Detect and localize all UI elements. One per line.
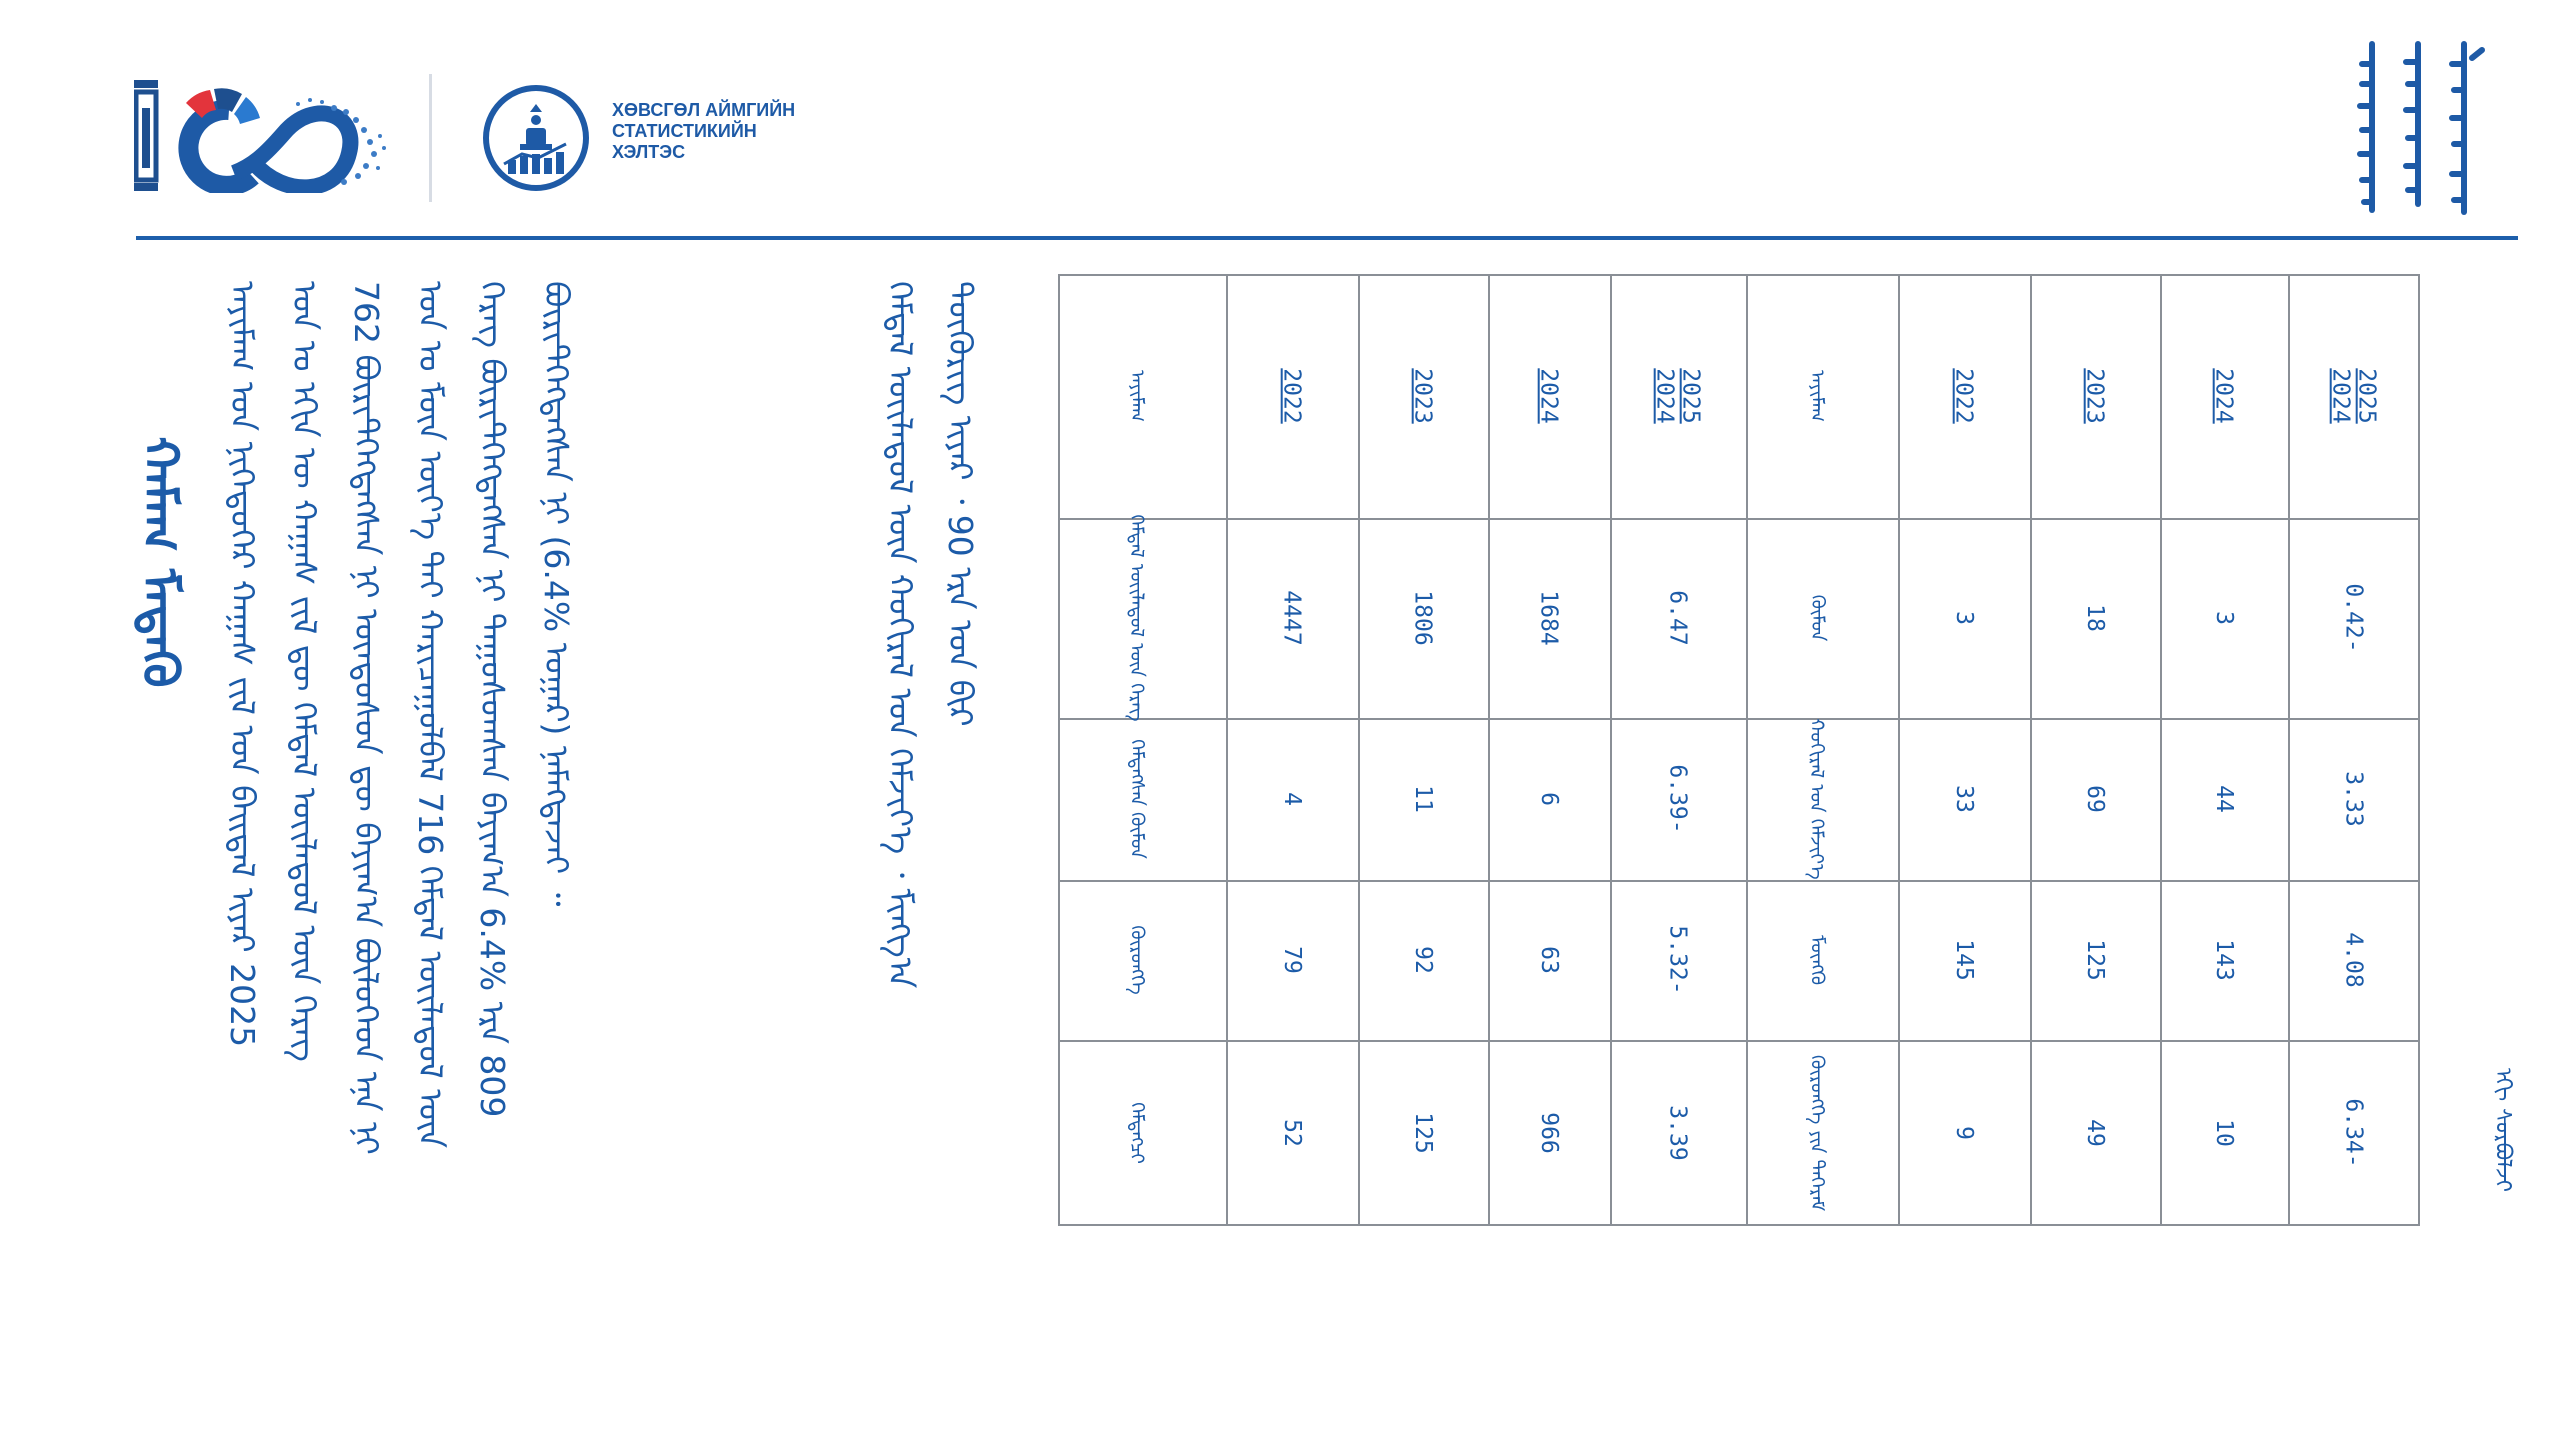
table-value: 5.32- [1665,925,1691,995]
table-value: 3.33 [2340,771,2367,827]
table-value: 9 [1950,1126,1977,1140]
table-cell [1746,518,1898,718]
table-cell [2160,518,2288,718]
body-line-5: ᠬᠡᠷᠡᠭ ᠪᠦᠷᠢᠲᠬᠡᠭᠳᠡᠭᠰᠡᠨ ᠨᠢ ᠳᠠᠭᠤᠰᠤᠭᠰᠠᠨ ᠪᠠᠶᠢᠭ᠎ᠠ 6.4% ᠡᠷᠡ 809 [473,281,512,1118]
table-cell [1610,1040,1746,1226]
table-value: 2023 [2081,368,2108,424]
table-value: 2023 [1409,368,1436,424]
table-cell [1058,514,1226,722]
table-value: 63 [1535,946,1562,974]
table-value [1652,368,1704,423]
table-value: 6.39- [1665,764,1691,834]
table-cell [1610,718,1746,880]
table-cell [1358,718,1488,880]
table-cell [1058,880,1226,1040]
page-title: ᠬᠠᠮᠠᠭ ᠮᠡᠳᠡᠬᠦ [131,436,189,688]
table-cell [1226,718,1358,880]
table-cell [1358,1040,1488,1226]
table-header-cell [1746,274,1898,518]
table-value: 1806 [1409,590,1436,646]
table-cell [2288,880,2420,1040]
table-label: ᠬᠣᠬᠢᠷᠠᠯ ᠤᠨ ᠬᠡᠮᠵᠢᠶ᠎ᠡ [1806,718,1828,880]
table-value: 145 [1950,939,1977,981]
table-value: 11 [1409,785,1436,813]
table-cell [1746,880,1898,1040]
header-divider [429,74,432,202]
table-cell [1488,718,1610,880]
org-name-line-3: ХЭЛТЭС [612,142,686,162]
table-cell [1746,1040,1898,1226]
table-cell [1358,518,1488,718]
body-line-6: ᠪᠦᠷᠢᠲᠬᠡᠭᠳᠡᠭᠰᠡᠨ ᠨᠢ (6.4% ᠤᠭᠠᠷ) ᠨᠡᠮᠡᠭᠳᠡᠵᠡᠢ ᠃ [537,281,576,907]
table-cell [1358,880,1488,1040]
table-label: ᠭᠡᠮᠳᠡᠭᠰᠡᠨ ᠬᠦᠮᠦᠨ [1126,739,1148,859]
note-line-2: ᠲᠥᠭᠦᠷᠢᠭ ᠢᠶᠠᠷ ᠂ 90 ᠡᠷᠡ ᠤᠨ ᠪᠢᠷ [941,281,980,727]
table-cell [2288,1040,2420,1226]
table-label: ᠬᠦᠮᠦᠨ [1805,594,1828,642]
table-cell [2288,518,2420,718]
table-value: 18 [2081,604,2108,632]
table-header-cell [1898,274,2030,518]
table-header-cell [1358,274,1488,518]
table-value: 6 [1535,792,1562,806]
table-value: 966 [1535,1112,1562,1154]
table-value: 3 [2210,611,2237,625]
table-header-cell [2160,274,2288,518]
body-line-2: ᠣᠨ ᠤ ᠡᠬᠢᠨ ᠦ ᠬᠠᠭᠠᠰ ᠵᠢᠯ ᠳᠦ ᠭᠡᠮᠳᠡᠯ ᠦᠢᠯᠡᠳᠦᠯ ᠦᠨ ᠬᠡᠷᠡᠭ [285,281,324,1062]
100-anniversary-logo [134,78,392,193]
table-cell [1610,880,1746,1040]
table-label: ᠬᠥᠷᠥᠩᠭᠡ [1126,925,1148,995]
body-line-4: ᠣᠨ ᠤ ᠮᠥᠨ ᠦᠶ᠎ᠡ ᠲᠡᠢ ᠬᠠᠷᠢᠴᠠᠭᠤᠯᠪᠠᠯ 716 ᠭᠡᠮᠳᠡᠯ ᠦᠢᠯᠡᠳᠦᠯ ᠦᠨ [411,281,450,1149]
table-value: 79 [1278,946,1305,974]
table-cell [2160,1040,2288,1226]
table-header-cell [1058,274,1226,518]
table-cell [1488,880,1610,1040]
table-cell [1898,718,2030,880]
mongolian-script-org-logo [2352,34,2492,220]
table-header-year: 2024 [2327,368,2354,424]
table-value: 2024 [2210,368,2237,424]
table-value: 44 [2210,785,2237,813]
statistics-emblem-icon [482,84,590,192]
table-cell [2030,718,2160,880]
table-value: 125 [2081,939,2108,981]
table-source: ᠡᠬᠢ ᠰᠤᠷᠪᠤᠯᠵᠢ [2490,1068,2515,1193]
org-name [612,100,872,163]
table-cell [2288,718,2420,880]
table-value: 3.39 [1664,1105,1691,1161]
table-value: 2024 [1535,368,1562,424]
table-label: ᠭᠡᠮᠳᠡᠭᠴᠢ [1126,1102,1148,1164]
crime-statistics-table [1058,274,2420,1226]
table-header-cell [2030,274,2160,518]
table-cell [1488,1040,1610,1226]
table-cell [2030,880,2160,1040]
header-rule [136,236,2518,240]
table-value: 0.42- [2341,583,2367,653]
table-value: 2022 [1278,368,1305,424]
note-line-1: ᠭᠡᠮᠳᠡᠯ ᠦᠢᠯᠡᠳᠦᠯ ᠦᠨ ᠬᠣᠬᠢᠷᠠᠯ ᠤᠨ ᠬᠡᠮᠵᠢᠶ᠎ᠡ ᠂ ᠮᠢᠩᠭ᠎ᠠ [881,281,920,989]
table-value [2328,368,2380,423]
table-cell [1226,1040,1358,1226]
table-value: 4.08 [2340,932,2367,988]
table-cell [1488,518,1610,718]
body-line-3: 762 ᠪᠦᠷᠢᠲᠬᠡᠭᠳᠡᠭᠰᠡᠨ ᠨᠢ ᠦᠨᠳᠦᠰᠦᠨ ᠳᠦ ᠪᠠᠶᠢᠭ᠎ᠠ ᠪᠦᠯᠦᠭᠡᠳ ᠡᠨᠡ ᠨᠢ [347,281,386,1155]
table-cell [2030,1040,2160,1226]
table-cell [1226,880,1358,1040]
table-value: 69 [2081,785,2108,813]
table-value: 33 [1950,785,1977,813]
table-label: ᠬᠥᠷᠥᠩᠭᠡ ᠶᠢᠨ ᠳᠡᠭᠡᠷᠡᠮ [1806,1054,1829,1212]
table-value: 125 [1409,1112,1436,1154]
table-cell [1898,880,2030,1040]
table-value: 6.34- [2341,1098,2367,1168]
table-value: 10 [2210,1119,2237,1147]
table-cell [2160,718,2288,880]
table-value: 1684 [1535,590,1562,646]
table-cell [1610,518,1746,718]
table-label: ᠠᠶᠢᠮᠠᠭ [1805,369,1828,423]
org-name-line-2: СТАТИСТИКИЙН [612,121,757,141]
table-cell [1746,718,1898,880]
table-header-cell [1488,274,1610,518]
table-header-cell [1226,274,1358,518]
table-label: ᠠᠶᠢᠮᠠᠭ [1125,369,1148,423]
table-value: 92 [1409,946,1436,974]
table-cell [1898,518,2030,718]
table-header-year: 2025 [1677,368,1704,424]
table-value: 6.47 [1664,590,1691,646]
table-header-year: 2025 [2353,368,2380,424]
table-value: 4447 [1278,590,1305,646]
table-cell [1226,518,1358,718]
table-cell [1058,1040,1226,1226]
table-value: 3 [1950,611,1977,625]
table-value: 52 [1278,1119,1305,1147]
table-label: ᠮᠥᠩᠭᠥ [1806,934,1828,986]
table-value: 4 [1278,792,1305,806]
table-cell [1058,718,1226,880]
table-header-cell [2288,274,2420,518]
table-value: 49 [2081,1119,2108,1147]
table-cell [2030,518,2160,718]
table-value: 143 [2210,939,2237,981]
table-header-cell [1610,274,1746,518]
table-label: ᠭᠡᠮᠳᠡᠯ ᠦᠢᠯᠡᠳᠦᠯ ᠦᠨ ᠬᠡᠷᠡᠭ [1126,514,1149,722]
table-cell [2160,880,2288,1040]
table-value: 2022 [1950,368,1977,424]
body-line-1: ᠠᠶᠢᠮᠠᠭ ᠤᠨ ᠨᠢᠭᠡᠳᠦᠭᠡᠷ ᠬᠠᠭᠠᠰ ᠵᠢᠯ ᠤᠨ ᠪᠠᠢᠳᠠᠯ ᠢᠶᠠᠷ 2025 [223,281,262,1048]
table-cell [1898,1040,2030,1226]
table-header-year: 2024 [1651,368,1678,424]
org-name-line-1: ХӨВСГӨЛ АЙМГИЙН [612,100,796,120]
